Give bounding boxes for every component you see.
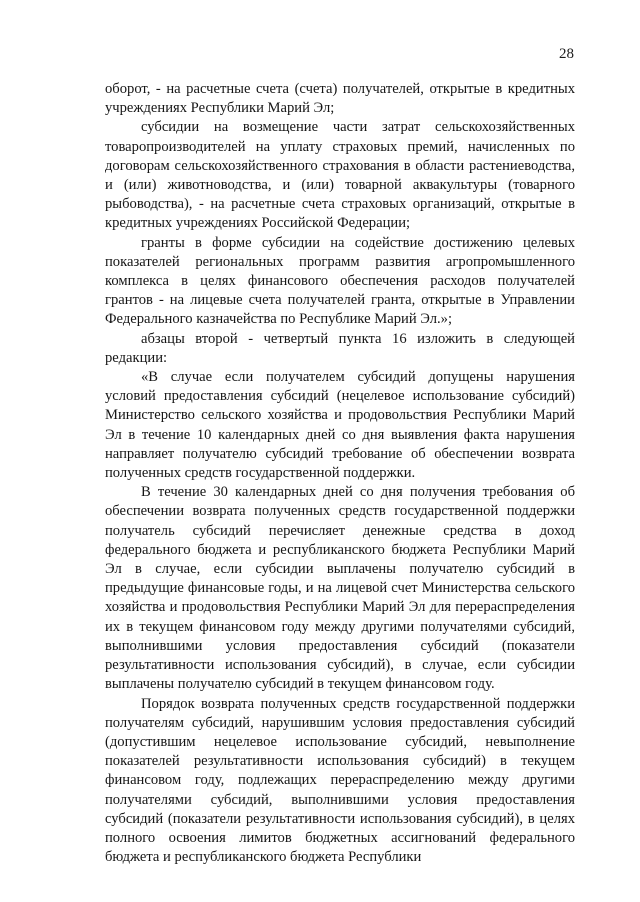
- paragraph-3: гранты в форме субсидии на содействие достижению целевых показателей региональных программ развития агропромышленного комплекса в целях финансового обеспечения расходов получателей грантов - на лицевые счета получателей гранта, открытые в Управлении Федерального казначейства по Республике Марий Эл.»;: [105, 234, 575, 328]
- page-number: 28: [559, 46, 574, 62]
- document-body: [105, 80, 575, 867]
- paragraph-1: оборот, - на расчетные счета (счета) получателей, открытые в кредитных учреждениях Республики Марий Эл;: [105, 81, 575, 117]
- paragraph-4: абзацы второй - четвертый пункта 16 изложить в следующей редакции:: [105, 330, 575, 366]
- paragraph-7: Порядок возврата полученных средств государственной поддержки получателям субсидий, нарушившим условия предоставления субсидий (допустившим нецелевое использование субсидий, невыполнение показателей результативности использования субсидий) в текущем финансовом году, подлежащих перераспределению между другими получателями субсидий, выполнившими условия предоставления субсидий (показатели результативности использования субсидий), в целях полного освоения лимитов бюджетных ассигнований федерального бюджета и республиканского бюджета Республики: [105, 695, 575, 866]
- paragraph-2: субсидии на возмещение части затрат сельскохозяйственных товаропроизводителей на уплату страховых премий, начисленных по договорам сельскохозяйственного страхования в области растениеводства, и (или) животноводства, и (или) товарной аквакультуры (товарного рыбоводства), - на расчетные счета страховых организаций, открытые в кредитных учреждениях Российской Федерации;: [105, 119, 575, 232]
- paragraph-6: В течение 30 календарных дней со дня получения требования об обеспечении возврата полученных средств государственной поддержки получатель субсидий перечисляет денежные средства в доход федерального бюджета и республиканского бюджета Республики Марий Эл в случае, если субсидии выплачены получателю субсидий в предыдущие финансовые годы, и на лицевой счет Министерства сельского хозяйства и продовольствия Республики Марий Эл для перераспределения их в текущем финансовом году между другими получателями субсидий, выполнившими условия предоставления субсидий (показатели результативности использования субсидий), в случае, если субсидии выплачены получателю субсидий в текущем финансовом году.: [105, 484, 575, 693]
- paragraph-5: «В случае если получателем субсидий допущены нарушения условий предоставления субсидий (нецелевое использование субсидий) Министерство сельского хозяйства и продовольствия Республики Марий Эл в течение 10 календарных дней со дня выявления факта нарушения направляет получателю субсидий требование об обеспечении возврата полученных средств государственной поддержки.: [105, 369, 575, 482]
